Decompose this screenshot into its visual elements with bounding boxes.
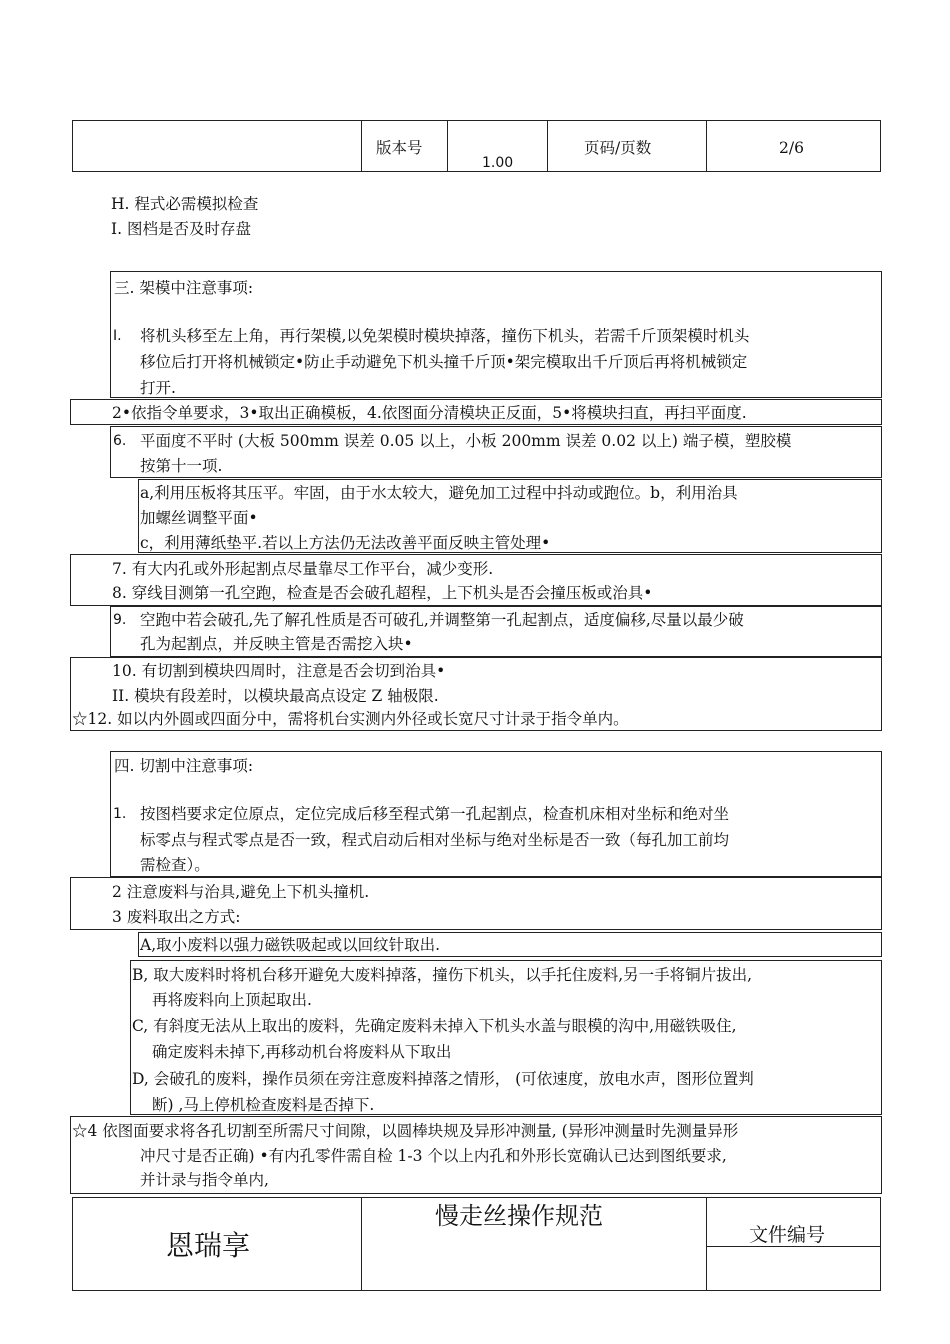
section3-item12: ☆12. 如以内外圆或四面分中，需将机台实测内外径或长宽尺寸计录于指令单内。: [72, 710, 629, 728]
version-label: 版本号: [376, 139, 423, 157]
section4-item-c: C, 有斜度无法从上取出的废料，先确定废料未掉入下机头水盖与眼模的沟中,用磁铁吸住,: [132, 1017, 737, 1035]
page-value: 2/6: [779, 139, 804, 157]
section4-item-b: B, 取大废料时将机台移开避免大废料掉落，撞伤下机头，以手托住废料,另一手将铜片拔出,: [132, 966, 753, 984]
section3-item8: 8. 穿线目测第一孔空跑，检查是否会破孔超程，上下机头是否会撞压板或治具•: [112, 584, 653, 602]
section3-item2: 2•依指令单要求，3•取出正确模板，4.依图面分清模块正反面，5•将模块扫直，再扫平面度.: [112, 404, 747, 422]
page-label: 页码/页数: [584, 139, 652, 157]
section3-item10: 10. 有切割到模块四周时，注意是否会切到治具•: [112, 662, 446, 680]
section4-title: 四. 切割中注意事项:: [114, 757, 254, 775]
section4-item-d: D, 会破孔的废料，操作员须在旁注意废料掉落之情形， (可依速度，放电水声，图形位置判: [132, 1070, 754, 1088]
version-value: 1.00: [482, 155, 514, 171]
section3-item9: 空跑中若会破孔,先了解孔性质是否可破孔,并调整第一孔起割点，适度偏移,尽量以最少破: [140, 611, 744, 629]
section3-item9-num: 9.: [113, 612, 127, 628]
section4-item1: 按图档要求定位原点，定位完成后移至程式第一孔起割点，检查机床相对坐标和绝对坐: [140, 805, 730, 823]
section3-item11: II. 模块有段差时，以模块最高点设定 Z 轴极限.: [112, 687, 439, 705]
document-title: 慢走丝操作规范: [435, 1202, 603, 1230]
section3-item6-num: 6.: [113, 433, 127, 449]
intro-item-h: H. 程式必需模拟检查: [111, 195, 259, 213]
header-table: [72, 120, 881, 172]
section3-item1: 将机头移至左上角，再行架模,以免架模时模块掉落，撞伤下机头，若需千斤顶架模时机头: [140, 327, 750, 345]
section3-item6: 平面度不平时 (大板 500mm 误差 0.05 以上，小板 200mm 误差 0.02 以上) 端子模，塑胶模: [140, 432, 792, 450]
section4-item2: 2 注意废料与治具,避免上下机头撞机.: [112, 883, 370, 901]
intro-item-i: I. 图档是否及时存盘: [111, 220, 251, 238]
section3-title: 三. 架模中注意事项:: [114, 279, 254, 297]
section4-item-a: A,取小废料以强力磁铁吸起或以回纹针取出.: [140, 936, 441, 954]
section4-item1-num: 1.: [113, 806, 127, 822]
section3-item7: 7. 有大内孔或外形起割点尽量靠尽工作平台，减少变形.: [112, 560, 494, 578]
document-number-label: 文件编号: [749, 1224, 826, 1246]
section4-item3: 3 废料取出之方式:: [112, 908, 241, 926]
company-name: 恩瑞享: [166, 1229, 251, 1262]
section3-item-c: c，利用薄纸垫平.若以上方法仍无法改善平面反映主管处理•: [140, 534, 551, 552]
section3-item1-num: I.: [113, 328, 122, 344]
section4-item4: ☆4 依图面要求将各孔切割至所需尺寸间隙，以圆棒块规及异形冲测量, (异形冲测量时先测量异形: [72, 1122, 739, 1140]
section3-item-a: a,利用压板将其压平。牢固，由于水太较大，避免加工过程中抖动或跑位。b，利用治具: [140, 484, 738, 502]
